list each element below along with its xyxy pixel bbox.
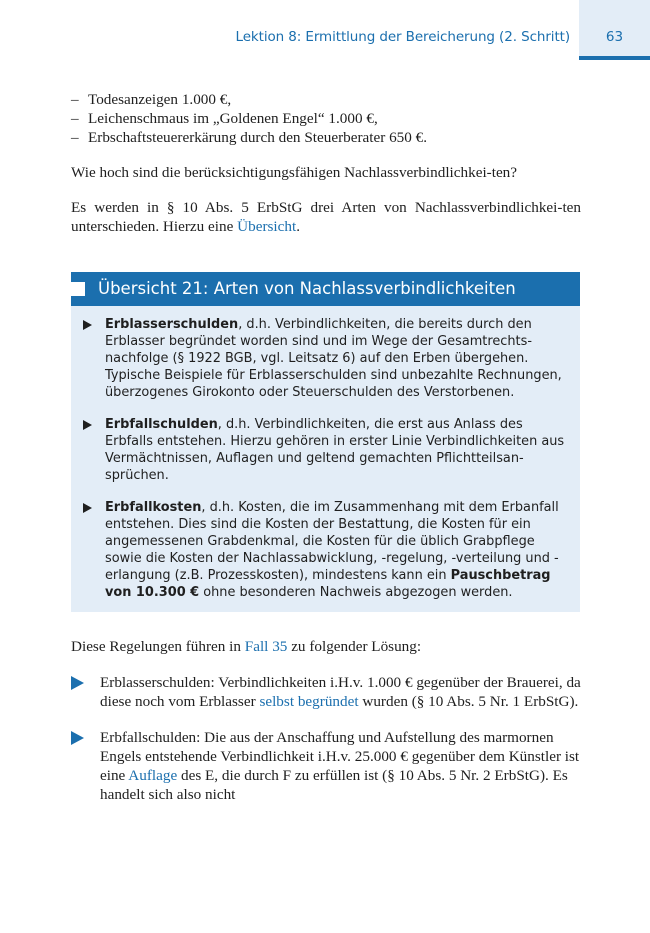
overview-list xyxy=(71,306,580,601)
list-item: Erbfallschulden, d.h. Verbindlichkeiten, die erst aus Anlass des Erbfalls entstehen. Hierzu gehören in erster Linie Verbindlichkeiten aus Vermächtnissen, Auflagen und geltend gemachten Pflichtteilsan-sprüchen. xyxy=(83,416,570,484)
list-item: Erblasserschulden, d.h. Verbindlichkeiten, die bereits durch den Erblasser begründet worden sind und im Wege der Gesamtrechts-nachfolge (§ 1922 BGB, vgl. Leitsatz 6) auf den Erben übergehen. Typische Beispiele für Erblasserschulden sind unbezahlte Rechnungen, überzogenes Girokonto oder Steuerschulden des Verstorbenen. xyxy=(83,316,570,401)
triangle-bullet-icon xyxy=(83,503,92,513)
main-content xyxy=(71,90,581,236)
solution-intro: Diese Regelungen führen in Fall 35 zu folgender Lösung: xyxy=(71,638,422,655)
overview-box xyxy=(71,272,580,612)
header-title: Lektion 8: Ermittlung der Bereicherung (2. Schritt) xyxy=(235,29,570,45)
list-item: – Todesanzeigen 1.000 €, xyxy=(71,90,581,109)
square-marker-icon xyxy=(71,282,85,296)
term: Erbfallschulden xyxy=(105,417,218,432)
list-item: Erbfallkosten, d.h. Kosten, die im Zusammenhang mit dem Erbanfall entstehen. Dies sind die Kosten der Bestattung, die Kosten für ein angemessenen Grabdenkmal, die Kosten für die üblich Grabpflege sowie die Kosten der Nachlassabwicklung, -regelung, -verteilung und -erlangung (z.B. Prozesskosten), mindestens kann ein Pauschbetrag von 10.300 € ohne besonderen Nachweis abgezogen werden. xyxy=(83,499,570,601)
solution-section xyxy=(71,637,581,804)
overview-link[interactable]: Übersicht xyxy=(237,218,297,235)
triangle-bullet-icon xyxy=(83,320,92,330)
solution-list xyxy=(71,673,581,804)
triangle-bullet-icon xyxy=(71,731,84,745)
intro-paragraph: Es werden in § 10 Abs. 5 ErbStG drei Arten von Nachlassverbindlichkei-ten unterschieden. Hierzu eine Übersicht. xyxy=(71,199,581,235)
overview-header xyxy=(71,272,580,306)
list-item: – Leichenschmaus im „Goldenen Engel“ 1.000 €, xyxy=(71,109,581,128)
term: Erblasserschulden xyxy=(105,317,239,332)
page-number: 63 xyxy=(605,29,624,45)
overview-title: Übersicht 21: Arten von Nachlassverbindlichkeiten xyxy=(98,279,516,298)
term-link[interactable]: selbst begründet xyxy=(259,693,359,710)
list-item: Erblasserschulden: Verbindlichkeiten i.H.v. 1.000 € gegenüber der Brauerei, da diese noch vom Erblasser selbst begründet wurden (§ 10 Abs. 5 Nr. 1 ErbStG). xyxy=(71,673,581,711)
triangle-bullet-icon xyxy=(83,420,92,430)
question-paragraph: Wie hoch sind die berücksichtigungsfähigen Nachlassverbindlichkei-ten? xyxy=(71,164,518,181)
list-item: Erbfallschulden: Die aus der Anschaffung und Aufstellung des marmornen Engels entstehende Verbindlichkeit i.H.v. 25.000 € gegenüber dem Künstler ist eine Auflage des E, die durch F zu erfüllen ist (§ 10 Abs. 5 Nr. 2 ErbStG). Es handelt sich also nicht xyxy=(71,728,581,804)
list-item: – Erbschaftsteuererkärung durch den Steuerberater 650 €. xyxy=(71,128,581,147)
page-number-tab xyxy=(579,0,650,60)
cost-list xyxy=(71,90,581,147)
term-link[interactable]: Auflage xyxy=(128,767,178,784)
term: Erbfallkosten xyxy=(105,500,202,515)
case-link[interactable]: Fall 35 xyxy=(244,638,288,655)
triangle-bullet-icon xyxy=(71,676,84,690)
